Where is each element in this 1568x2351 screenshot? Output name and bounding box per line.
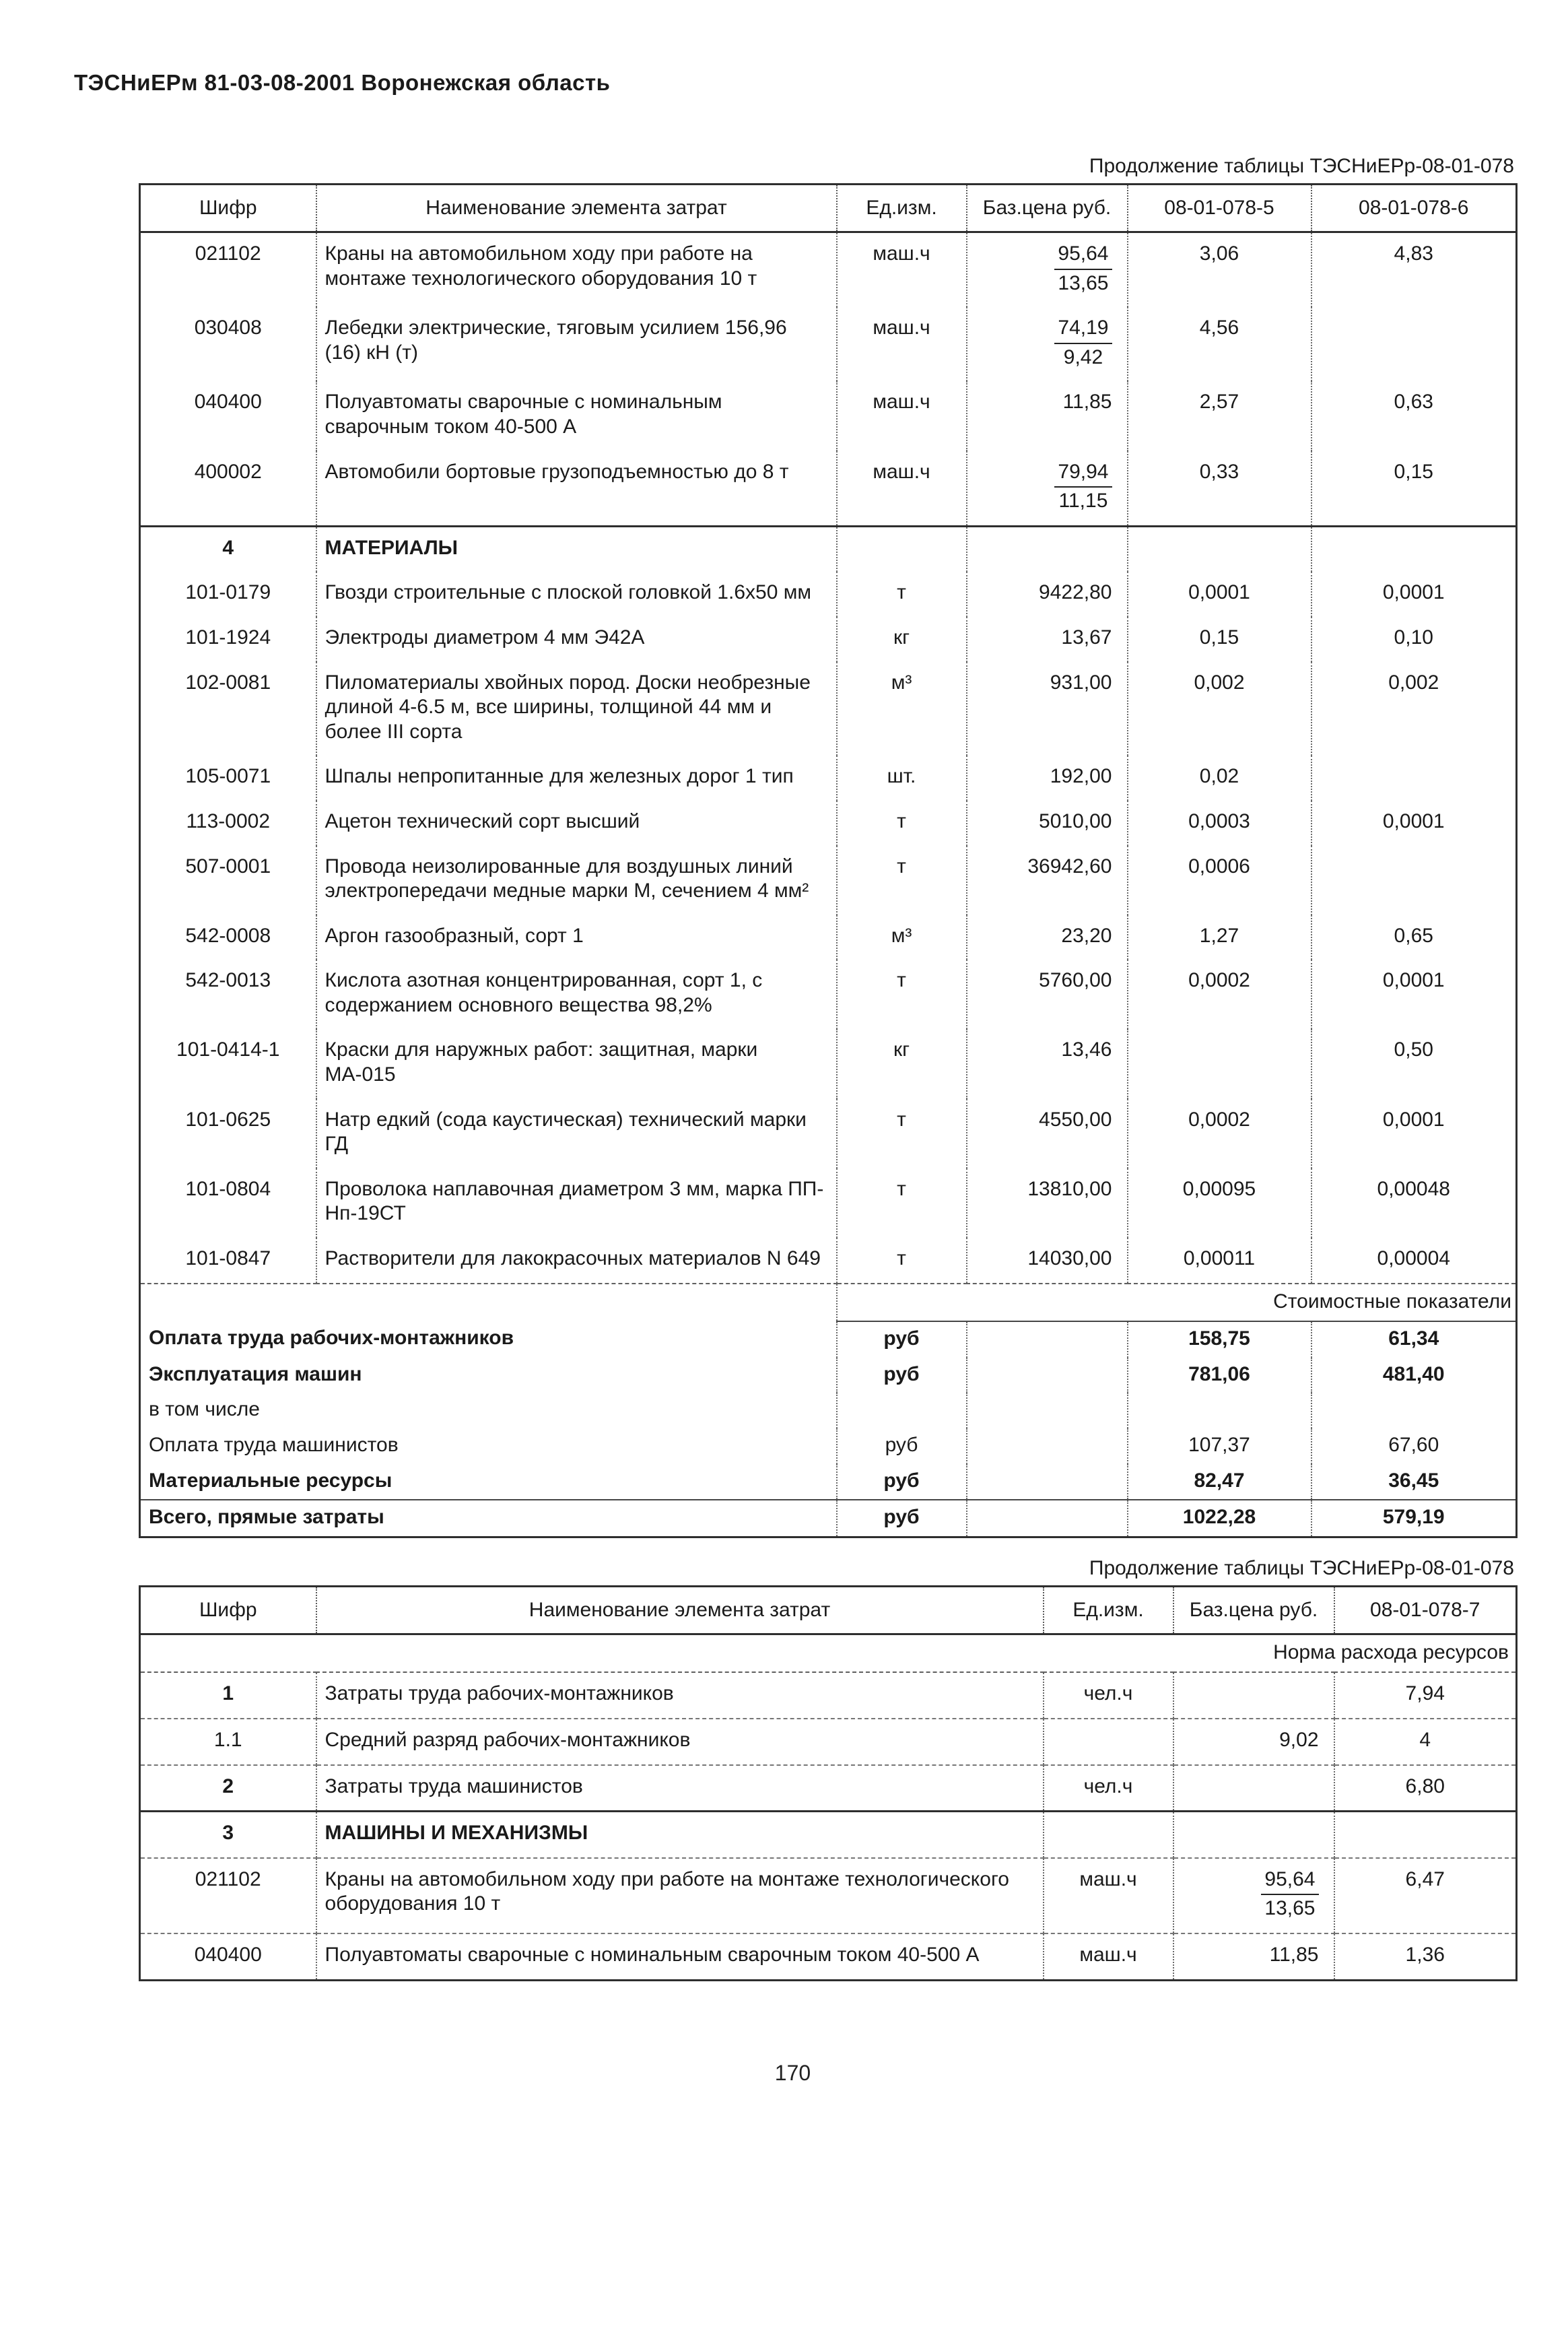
summary-value-078-6: 67,60 — [1311, 1428, 1517, 1464]
cell-unit: т — [837, 960, 967, 1029]
cell-value-078-6: 0,65 — [1311, 915, 1517, 960]
cell-unit: маш.ч — [837, 232, 967, 308]
col-header-base-price: Баз.цена руб. — [967, 185, 1128, 232]
summary-base-price — [967, 1428, 1128, 1464]
cell-unit: кг — [837, 617, 967, 662]
summary-unit: руб — [837, 1464, 967, 1500]
summary-base-price — [967, 1321, 1128, 1358]
cell-base-price — [1173, 1672, 1334, 1719]
cell-value-078-6 — [1311, 526, 1517, 572]
table-row — [140, 1464, 1517, 1500]
cell-value-078-5: 0,0002 — [1128, 1099, 1311, 1168]
table-row — [140, 1321, 1517, 1358]
cell-value-078-7 — [1334, 1812, 1517, 1858]
cell-name: Полуавтоматы сварочные с номинальным сварочным током 40-500 А — [316, 381, 837, 451]
cell-value-078-6: 0,002 — [1311, 662, 1517, 756]
cell-value-078-5: 0,00011 — [1128, 1238, 1311, 1284]
cell-value-078-5: 2,57 — [1128, 381, 1311, 451]
summary-name: в том числе — [149, 1398, 260, 1421]
cell-unit: т — [837, 572, 967, 617]
cell-name: МАШИНЫ И МЕХАНИЗМЫ — [316, 1812, 1044, 1858]
cell-code: 021102 — [195, 242, 261, 265]
table-row — [140, 307, 1517, 381]
cell-name: Проволока наплавочная диаметром 3 мм, марка ПП-Нп-19СТ — [316, 1168, 837, 1238]
cell-unit: т — [837, 1099, 967, 1168]
cell-unit: т — [837, 1238, 967, 1284]
cell-value-078-6: 0,50 — [1311, 1029, 1517, 1098]
cell-code: 400002 — [194, 460, 262, 483]
cell-base-price — [1173, 1812, 1334, 1858]
cell-code: 542-0008 — [185, 924, 271, 947]
cell-code: 3 — [140, 1812, 316, 1858]
cell-value-078-5: 0,0006 — [1128, 846, 1311, 915]
table-row — [140, 381, 1517, 451]
summary-base-price — [967, 1358, 1128, 1393]
cell-base-price — [1173, 1858, 1334, 1933]
cell-value-078-6: 0,63 — [1311, 381, 1517, 451]
summary-value-078-5: 1022,28 — [1128, 1500, 1311, 1537]
cell-code: 542-0013 — [185, 969, 271, 992]
cell-name: Полуавтоматы сварочные с номинальным сварочным током 40-500 А — [316, 1933, 1044, 1980]
cell-unit: маш.ч — [837, 451, 967, 527]
table1-body — [140, 232, 1517, 1284]
cell-unit: чел.ч — [1044, 1672, 1173, 1719]
cell-base-price — [967, 451, 1128, 527]
cell-base-price — [967, 526, 1128, 572]
table-row — [140, 801, 1517, 846]
summary-value-078-6: 61,34 — [1311, 1321, 1517, 1358]
table-row — [140, 617, 1517, 662]
cell-name: Гвозди строительные с плоской головкой 1.6х50 мм — [316, 572, 837, 617]
table-row — [140, 572, 1517, 617]
cell-code: 105-0071 — [185, 765, 271, 788]
cell-base-price: 23,20 — [967, 915, 1128, 960]
cell-code: 1.1 — [140, 1719, 316, 1765]
table-row — [140, 1933, 1517, 1980]
summary-name: Оплата труда машинистов — [149, 1434, 399, 1456]
summary-base-price — [967, 1393, 1128, 1428]
summary-name: Эксплуатация машин — [149, 1362, 362, 1385]
summary-unit: руб — [837, 1321, 967, 1358]
cell-name: Затраты труда машинистов — [316, 1765, 1044, 1812]
cell-unit: м³ — [837, 662, 967, 756]
cell-code: 030408 — [194, 317, 262, 339]
table-row — [140, 846, 1517, 915]
cell-code: 101-0625 — [185, 1108, 271, 1131]
cell-unit — [837, 526, 967, 572]
summary-unit — [837, 1393, 967, 1428]
table-row — [140, 232, 1517, 308]
document-title: ТЭСНиЕРм 81-03-08-2001 Воронежская область — [74, 70, 611, 95]
cell-code: 4 — [140, 526, 316, 572]
price-fraction: $\frac{79,94}{11,15}$ — [1054, 460, 1112, 514]
table-row — [140, 1428, 1517, 1464]
table2-header — [140, 1586, 1517, 1634]
summary-value-078-5 — [1128, 1393, 1311, 1428]
cell-value-078-7: 4 — [1334, 1719, 1517, 1765]
cell-code: 101-1924 — [185, 626, 271, 649]
summary-value-078-6 — [1311, 1393, 1517, 1428]
col-header-unit: Ед.изм. — [1044, 1586, 1173, 1634]
cell-unit: кг — [837, 1029, 967, 1098]
col-header-name: Наименование элемента затрат — [316, 185, 837, 232]
cell-value-078-6: 0,0001 — [1311, 572, 1517, 617]
col-header-078-5: 08-01-078-5 — [1128, 185, 1311, 232]
resource-note-label: Норма расхода ресурсов — [140, 1634, 1517, 1672]
table-row — [140, 451, 1517, 527]
cell-base-price: 14030,00 — [967, 1238, 1128, 1284]
summary-unit: руб — [837, 1358, 967, 1393]
summary-base-price — [967, 1464, 1128, 1500]
table-row — [140, 1358, 1517, 1393]
resource-note-row — [140, 1634, 1517, 1672]
cell-value-078-6: 0,15 — [1311, 451, 1517, 527]
table-row — [140, 662, 1517, 756]
cost-elements-table-2 — [139, 1585, 1518, 1981]
cell-value-078-7: 1,36 — [1334, 1933, 1517, 1980]
cell-name: Краски для наружных работ: защитная, марки МА-015 — [316, 1029, 837, 1098]
table-row — [140, 756, 1517, 801]
table-row — [140, 1393, 1517, 1428]
cell-value-078-6: 0,00004 — [1311, 1238, 1517, 1284]
summary-value-078-6: 36,45 — [1311, 1464, 1517, 1500]
col-header-078-7: 08-01-078-7 — [1334, 1586, 1517, 1634]
col-header-code: Шифр — [140, 185, 316, 232]
table-row — [140, 1029, 1517, 1098]
cell-base-price: 5760,00 — [967, 960, 1128, 1029]
cell-name: Средний разряд рабочих-монтажников — [316, 1719, 1044, 1765]
cell-code: 101-0414-1 — [176, 1038, 280, 1061]
summary-header-spacer — [140, 1284, 837, 1322]
summary-name: Материальные ресурсы — [149, 1469, 393, 1492]
cell-name: Автомобили бортовые грузоподъемностью до 8 т — [316, 451, 837, 527]
cell-value-078-5: 0,002 — [1128, 662, 1311, 756]
cell-name: Провода неизолированные для воздушных линий электропередачи медные марки М, сечением 4 мм² — [316, 846, 837, 915]
table-row — [140, 1719, 1517, 1765]
cell-name: Пиломатериалы хвойных пород. Доски необрезные длиной 4-6.5 м, все ширины, толщиной 44 мм и более III сорта — [316, 662, 837, 756]
cell-name: Аргон газообразный, сорт 1 — [316, 915, 837, 960]
page-number: 170 — [774, 2060, 811, 2085]
summary-section-label: Стоимостные показатели — [837, 1284, 1517, 1322]
cell-value-078-5: 0,0002 — [1128, 960, 1311, 1029]
table-row — [140, 1672, 1517, 1719]
cell-unit: маш.ч — [1044, 1933, 1173, 1980]
cell-value-078-6: 4,83 — [1311, 232, 1517, 308]
price-fraction: $\frac{95,64}{13,65}$ — [1054, 242, 1112, 296]
summary-value-078-5: 158,75 — [1128, 1321, 1311, 1358]
cell-value-078-5: 0,33 — [1128, 451, 1311, 527]
cell-unit: маш.ч — [837, 307, 967, 381]
cell-base-price — [967, 232, 1128, 308]
cell-base-price: 11,85 — [967, 381, 1128, 451]
table1-summary — [140, 1284, 1517, 1537]
cell-name: Затраты труда рабочих-монтажников — [316, 1672, 1044, 1719]
cell-unit: шт. — [837, 756, 967, 801]
cell-unit: маш.ч — [1044, 1858, 1173, 1933]
table1-header — [140, 185, 1517, 232]
table-row — [140, 915, 1517, 960]
table-row — [140, 526, 1517, 572]
cell-code: 040400 — [140, 1933, 316, 1980]
cell-code: 113-0002 — [186, 809, 271, 832]
table-row — [140, 1765, 1517, 1812]
table-row — [140, 1238, 1517, 1284]
cell-code: 021102 — [140, 1858, 316, 1933]
cell-unit — [1044, 1812, 1173, 1858]
cell-code: 040400 — [194, 391, 262, 413]
cost-elements-table-1 — [139, 183, 1518, 1538]
cell-name: Шпалы непропитанные для железных дорог 1 тип — [316, 756, 837, 801]
table-row — [140, 1812, 1517, 1858]
cell-base-price: 9422,80 — [967, 572, 1128, 617]
cell-base-price — [967, 307, 1128, 381]
table2-body — [140, 1672, 1517, 1980]
cell-value-078-6: 0,10 — [1311, 617, 1517, 662]
price-fraction: $\frac{74,19}{9,42}$ — [1054, 316, 1112, 370]
cell-value-078-5: 3,06 — [1128, 232, 1311, 308]
cell-unit — [1044, 1719, 1173, 1765]
cell-value-078-6: 0,0001 — [1311, 960, 1517, 1029]
cell-base-price: 36942,60 — [967, 846, 1128, 915]
cell-unit: м³ — [837, 915, 967, 960]
summary-name: Оплата труда рабочих-монтажников — [149, 1327, 514, 1350]
cell-name: Кислота азотная концентрированная, сорт 1, с содержанием основного вещества 98,2% — [316, 960, 837, 1029]
cell-unit: т — [837, 846, 967, 915]
summary-base-price — [967, 1500, 1128, 1537]
summary-name: Всего, прямые затраты — [140, 1500, 837, 1537]
summary-value-078-5: 82,47 — [1128, 1464, 1311, 1500]
summary-header-row — [140, 1284, 1517, 1322]
cell-base-price: 13810,00 — [967, 1168, 1128, 1238]
cell-base-price — [1173, 1765, 1334, 1812]
cell-base-price: 13,67 — [967, 617, 1128, 662]
cell-name: Ацетон технический сорт высший — [316, 801, 837, 846]
cell-name: Электроды диаметром 4 мм Э42А — [316, 617, 837, 662]
cell-name: Краны на автомобильном ходу при работе на монтаже технологического оборудования 10 т — [316, 232, 837, 308]
cell-value-078-6: 0,00048 — [1311, 1168, 1517, 1238]
cell-value-078-6 — [1311, 307, 1517, 381]
summary-value-078-5: 781,06 — [1128, 1358, 1311, 1393]
col-header-name: Наименование элемента затрат — [316, 1586, 1044, 1634]
price-fraction: $\frac{95,64}{13,65}$ — [1261, 1867, 1318, 1921]
col-header-078-6: 08-01-078-6 — [1311, 185, 1517, 232]
cell-code: 102-0081 — [185, 671, 271, 694]
cell-unit: т — [837, 801, 967, 846]
cell-base-price: 13,46 — [967, 1029, 1128, 1098]
summary-value-078-6: 481,40 — [1311, 1358, 1517, 1393]
cell-base-price: 192,00 — [967, 756, 1128, 801]
cell-value-078-5 — [1128, 1029, 1311, 1098]
table-row — [140, 960, 1517, 1029]
cell-base-price: 931,00 — [967, 662, 1128, 756]
cell-unit: маш.ч — [837, 381, 967, 451]
table1-continuation-label: Продолжение таблицы ТЭСНиЕРр-08-01-078 — [1089, 155, 1514, 177]
cell-code: 101-0847 — [185, 1247, 271, 1270]
cell-value-078-5: 0,00095 — [1128, 1168, 1311, 1238]
cell-base-price: 11,85 — [1173, 1933, 1334, 1980]
table2-continuation-label: Продолжение таблицы ТЭСНиЕРр-08-01-078 — [1089, 1556, 1514, 1579]
summary-unit: руб — [837, 1500, 967, 1537]
cell-value-078-6 — [1311, 756, 1517, 801]
cell-value-078-6: 0,0001 — [1311, 1099, 1517, 1168]
cell-value-078-5: 4,56 — [1128, 307, 1311, 381]
col-header-unit: Ед.изм. — [837, 185, 967, 232]
cell-value-078-5: 0,0003 — [1128, 801, 1311, 846]
cell-base-price: 5010,00 — [967, 801, 1128, 846]
tables-area — [139, 155, 1515, 1981]
cell-name: Краны на автомобильном ходу при работе на монтаже технологического оборудования 10 т — [316, 1858, 1044, 1933]
summary-value-078-6: 579,19 — [1311, 1500, 1517, 1537]
cell-value-078-6 — [1311, 846, 1517, 915]
cell-unit: чел.ч — [1044, 1765, 1173, 1812]
cell-value-078-5: 0,02 — [1128, 756, 1311, 801]
summary-value-078-5: 107,37 — [1128, 1428, 1311, 1464]
table-row — [140, 1858, 1517, 1933]
cell-value-078-5: 1,27 — [1128, 915, 1311, 960]
cell-value-078-5 — [1128, 526, 1311, 572]
cell-value-078-7: 6,80 — [1334, 1765, 1517, 1812]
summary-unit: руб — [837, 1428, 967, 1464]
table-row — [140, 1168, 1517, 1238]
cell-name: МАТЕРИАЛЫ — [316, 526, 837, 572]
col-header-base-price: Баз.цена руб. — [1173, 1586, 1334, 1634]
cell-name: Натр едкий (сода каустическая) технический марки ГД — [316, 1099, 837, 1168]
cell-code: 2 — [140, 1765, 316, 1812]
cell-code: 101-0179 — [185, 581, 271, 604]
table-row — [140, 1500, 1517, 1537]
cell-value-078-7: 7,94 — [1334, 1672, 1517, 1719]
cell-name: Лебедки электрические, тяговым усилием 156,96 (16) кН (т) — [316, 307, 837, 381]
cell-name: Растворители для лакокрасочных материалов N 649 — [316, 1238, 837, 1284]
col-header-code: Шифр — [140, 1586, 316, 1634]
table-row — [140, 1099, 1517, 1168]
cell-value-078-6: 0,0001 — [1311, 801, 1517, 846]
cell-value-078-7: 6,47 — [1334, 1858, 1517, 1933]
cell-value-078-5: 0,0001 — [1128, 572, 1311, 617]
cell-code: 507-0001 — [185, 855, 271, 878]
cell-value-078-5: 0,15 — [1128, 617, 1311, 662]
cell-code: 101-0804 — [185, 1177, 271, 1200]
cell-base-price: 4550,00 — [967, 1099, 1128, 1168]
cell-code: 1 — [222, 1682, 234, 1705]
table-header-row — [140, 185, 1517, 232]
table2-note-body — [140, 1634, 1517, 1672]
cell-unit: т — [837, 1168, 967, 1238]
table-header-row — [140, 1586, 1517, 1634]
cell-base-price: 9,02 — [1173, 1719, 1334, 1765]
